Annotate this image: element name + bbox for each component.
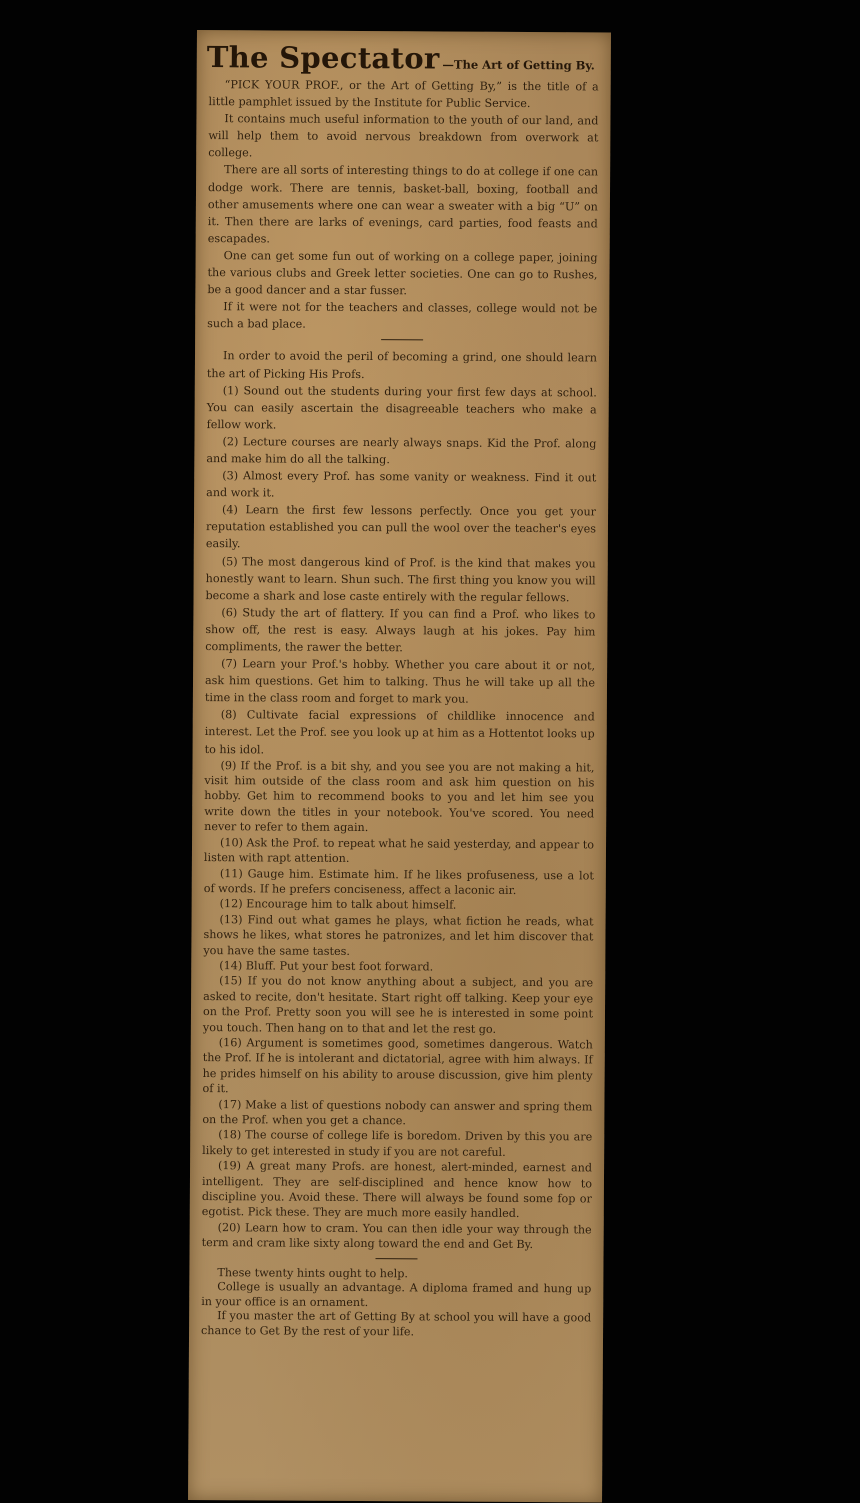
rule-paragraph: (4) Learn the first few lessons perfectly. Once you get your reputation established you can pull the wool over the teacher's eyes easily. <box>205 503 597 551</box>
article-body <box>201 76 599 1341</box>
rule-paragraph: (3) Almost every Prof. has some vanity or weakness. Find it out and work it. <box>206 469 597 500</box>
intro-paragraph: If it were not for the teachers and classes, college would not be such a bad place. <box>207 300 598 331</box>
intro-section <box>207 76 599 335</box>
rule-paragraph: (8) Cultivate facial expressions of childlike innocence and interest. Let the Prof. see you look up at him as a Hottentot looks up to his idol. <box>204 708 595 756</box>
closing-paragraph: If you master the art of Getting By at school you will have a good chance to Get By the rest of your life. <box>201 1309 592 1339</box>
rule-paragraph: (5) The most dangerous kind of Prof. is the kind that makes you honestly want to learn. Shun such. The first thing you know you will become a shark and lose caste entirely with the regular fellows. <box>205 554 596 605</box>
rule-paragraph: (15) If you do not know anything about a subject, and you are asked to recite, don't hesitate. Start right off talking. Keep your eye on the Prof. Pretty soon you will see he is interested in some point you touch. Then hang on to that and let the rest go. <box>202 974 594 1036</box>
rule-paragraph: (12) Encourage him to talk about himself. <box>219 897 457 912</box>
closing-paragraph: College is usually an advantage. A diploma framed and hung up in your office is an ornament. <box>201 1280 592 1309</box>
lead-paragraph: In order to avoid the peril of becoming a grind, one should learn the art of Picking His Profs. <box>206 349 598 381</box>
intro-paragraph: One can get some fun out of working on a college paper, joining the various clubs and Greek letter societies. One can go to Rushes, be a good dancer and a star fusser. <box>207 249 598 298</box>
newspaper-clipping <box>188 30 611 1503</box>
rule-paragraph: (13) Find out what games he plays, what fiction he reads, what shows he likes, what stores he patronizes, and let him discover that you have the same tastes. <box>203 912 594 958</box>
rule-paragraph: (6) Study the art of flattery. If you can find a Prof. who likes to show off, the rest is easy. Always laugh at his jokes. Pay him compliments, the rawer the better. <box>205 605 596 655</box>
rule-paragraph: (19) A great many Profs. are honest, alert-minded, earnest and intelligent. They are self-disciplined and hence know how to discipline you. Avoid these. There will always be found some fop or egotist. Pick these. They are much more easily handled. <box>201 1159 593 1221</box>
rule-paragraph: (7) Learn your Prof.'s hobby. Whether you care about it or not, ask him questions. Get him to talking. Thus he will take up all the time in the class room and forget to mark you. <box>204 657 596 706</box>
rule-paragraph: (10) Ask the Prof. to repeat what he said yesterday, and appear to listen with rapt attention. <box>203 835 595 866</box>
closing-divider <box>375 1258 417 1259</box>
rule-paragraph: (2) Lecture courses are nearly always snaps. Kid the Prof. along and make him do all the talking. <box>206 435 597 467</box>
rules-section-a <box>205 382 597 760</box>
article-header <box>207 40 603 76</box>
intro-paragraph: “PICK YOUR PROF., or the Art of Getting By,” is the title of a little pamphlet issued by the Institute for Public Service. <box>208 78 599 111</box>
rule-paragraph: (16) Argument is sometimes good, sometimes dangerous. Watch the Prof. If he is intolerant and dictatorial, agree with him always. If he prides himself on his ability to arouse discussion, give him plenty of it. <box>202 1036 593 1096</box>
closing-section <box>201 1266 591 1341</box>
intro-paragraph: There are all sorts of interesting things to do at college if one can dodge work. There are tennis, basket-ball, boxing, football and other amusements where one can wear a sweater with a big “U” on it. Then there are larks of evenings, card parties, food feasts and escapades. <box>207 163 599 246</box>
rule-paragraph: (20) Learn how to cram. You can then idle your way through the term and cram like sixty along toward the end and Get By. <box>201 1220 592 1252</box>
rules-section-b <box>202 758 595 1253</box>
intro-paragraph: It contains much useful information to the youth of our land, and will help them to avoid nervous breakdown from overwork at college. <box>208 112 599 160</box>
rule-paragraph: (18) The course of college life is boredom. Driven by this you are likely to get interested in study if you are not careful. <box>202 1128 593 1159</box>
article-title: The Spectator <box>206 40 440 76</box>
rule-paragraph: (17) Make a list of questions nobody can answer and spring them on the Prof. when you get a chance. <box>202 1097 593 1128</box>
rule-paragraph: (14) Bluff. Put your best foot forward. <box>219 959 434 974</box>
rule-paragraph: (9) If the Prof. is a bit shy, and you see you are not making a hit, visit him outside of the class room and ask him question on his hobby. Get him to recommend books to you and let him see you write down the titles in your notebook. You've scored. You need never to refer to them again. <box>204 758 595 835</box>
rule-paragraph: (1) Sound out the students during your first few days at school. You can easily ascertain the disagreeable teachers who make a fellow work. <box>206 383 597 432</box>
section-divider <box>381 340 423 341</box>
closing-paragraph: These twenty hints ought to help. <box>217 1265 408 1280</box>
article-subtitle: —The Art of Getting By. <box>442 57 595 73</box>
rule-paragraph: (11) Gauge him. Estimate him. If he likes profuseness, use a lot of words. If he prefers conciseness, affect a laconic air. <box>203 866 594 897</box>
